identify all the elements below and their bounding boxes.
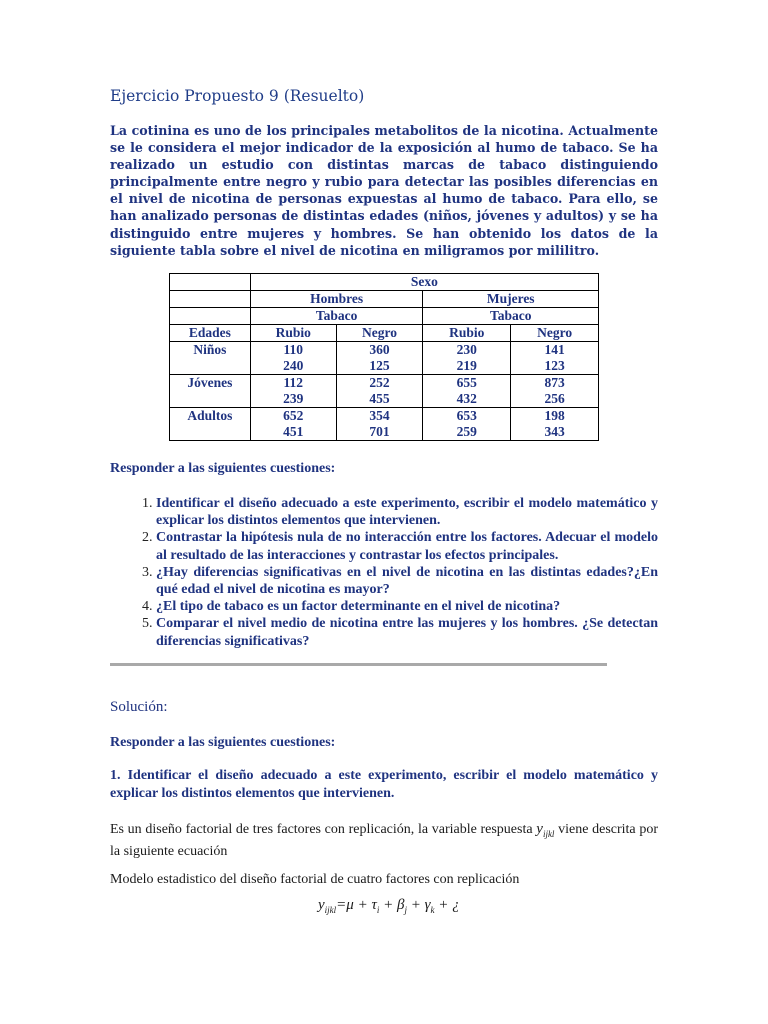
table-cell: 230 [423,342,511,359]
subscript: i [376,905,380,915]
subscript: j [404,905,407,915]
questions-heading-2: Responder a las siguientes cuestiones: [110,735,336,750]
header-negro-hombres: Negro [336,325,423,342]
table-cell [170,274,251,291]
table-row [170,325,599,342]
equation-term: + β [379,897,405,913]
horizontal-divider [110,663,607,666]
list-item: 1. Identificar el diseño adecuado a este experimento, escribir el modelo matemático y explicar los distintos elementos que intervienen. [156,495,658,529]
table-cell: 239 [250,391,336,408]
nicotine-data-table [169,273,599,441]
table-cell [170,358,251,375]
header-mujeres: Mujeres [423,291,599,308]
exercise-title: Ejercicio Propuesto 9 (Resuelto) [110,87,365,105]
table-cell: 259 [423,424,511,441]
list-item: 4. ¿El tipo de tabaco es un factor determinante en el nivel de nicotina? [156,598,658,615]
model-equation: $y_{ijkl}=\mu + \tau_i + \beta_j + \gamma_k$ + ¿ [318,897,460,915]
list-item: 2. Contrastar la hipótesis nula de no interacción entre los factores. Adecuar el modelo al resultado de las interacciones y contrastar los efectos principales. [156,529,658,563]
text-run: Es un diseño factorial de tres factores con replicación, la variable respuesta [110,822,537,837]
equation-term: + γ [406,897,431,913]
table-cell: 112 [250,375,336,392]
model-description: Modelo estadistico del diseño factorial de cuatro factores con replicación [110,872,520,887]
header-edades: Edades [170,325,251,342]
table-cell: 110 [250,342,336,359]
table-cell: 653 [423,408,511,425]
table-row [170,391,599,408]
table-row [170,274,599,291]
age-label-adultos: Adultos [170,408,251,425]
table-row [170,291,599,308]
table-cell [170,291,251,308]
questions-list [110,495,658,650]
table-cell: 141 [511,342,599,359]
table-row [170,424,599,441]
table-cell: 701 [336,424,423,441]
table-cell: 652 [250,408,336,425]
table-cell: 198 [511,408,599,425]
age-label-jovenes: Jóvenes [170,375,251,392]
table-cell: 354 [336,408,423,425]
age-label-ninos: Niños [170,342,251,359]
subscript: ijkl [542,829,555,839]
table-cell: 343 [511,424,599,441]
table-cell: 256 [511,391,599,408]
solution-heading: Solución: [110,699,168,715]
table-cell: 873 [511,375,599,392]
table-cell: 219 [423,358,511,375]
header-sexo: Sexo [250,274,598,291]
header-tabaco-hombres: Tabaco [250,308,423,325]
table-row [170,358,599,375]
header-rubio-hombres: Rubio [250,325,336,342]
table-cell: 252 [336,375,423,392]
equation-term: =μ + τ [336,897,377,913]
header-rubio-mujeres: Rubio [423,325,511,342]
header-tabaco-mujeres: Tabaco [423,308,599,325]
equation-term: + ¿ [434,897,460,913]
table-cell: 655 [423,375,511,392]
table-cell: 240 [250,358,336,375]
header-hombres: Hombres [250,291,423,308]
question-1-heading: 1. Identificar el diseño adecuado a este experimento, escribir el modelo matemático y explicar los distintos elementos que intervienen. [110,768,658,801]
table-cell: 125 [336,358,423,375]
questions-heading: Responder a las siguientes cuestiones: [110,461,336,476]
header-negro-mujeres: Negro [511,325,599,342]
table-cell: 455 [336,391,423,408]
design-description [110,820,658,861]
table-cell: 451 [250,424,336,441]
text-run: viene descrita por la siguiente ecuación [110,822,658,859]
table-cell: 432 [423,391,511,408]
table-cell [170,424,251,441]
response-variable: $y_{ijkl}$ [536,821,555,839]
table-cell: 123 [511,358,599,375]
subscript: ijkl [324,905,337,915]
table-cell [170,308,251,325]
list-item: 5. Comparar el nivel medio de nicotina entre las mujeres y los hombres. ¿Se detectan diferencias significativas? [156,615,658,649]
intro-paragraph: La cotinina es uno de los principales metabolitos de la nicotina. Actualmente se le considera el mejor indicador de la exposición al humo de tabaco. Se ha realizado un estudio con distintas marcas de tabaco distinguiendo principalmente entre negro y rubio para detectar las posibles diferencias en el nivel de nicotina de personas expuestas al humo de tabaco. Para ello, se han analizado personas de distintas edades (niños, jóvenes y adultos) y se ha distinguido entre mujeres y hombres. Se han obtenido los datos de la siguiente tabla sobre el nivel de nicotina en miligramos por mililitro. [110,123,658,258]
table-row [170,375,599,392]
subscript: k [430,905,435,915]
table-row [170,308,599,325]
table-cell: 360 [336,342,423,359]
table-row [170,408,599,425]
list-item: 3. ¿Hay diferencias significativas en el nivel de nicotina en las distintas edades?¿En qué edad el nivel de nicotina es mayor? [156,564,658,598]
table-row [170,342,599,359]
table-cell [170,391,251,408]
